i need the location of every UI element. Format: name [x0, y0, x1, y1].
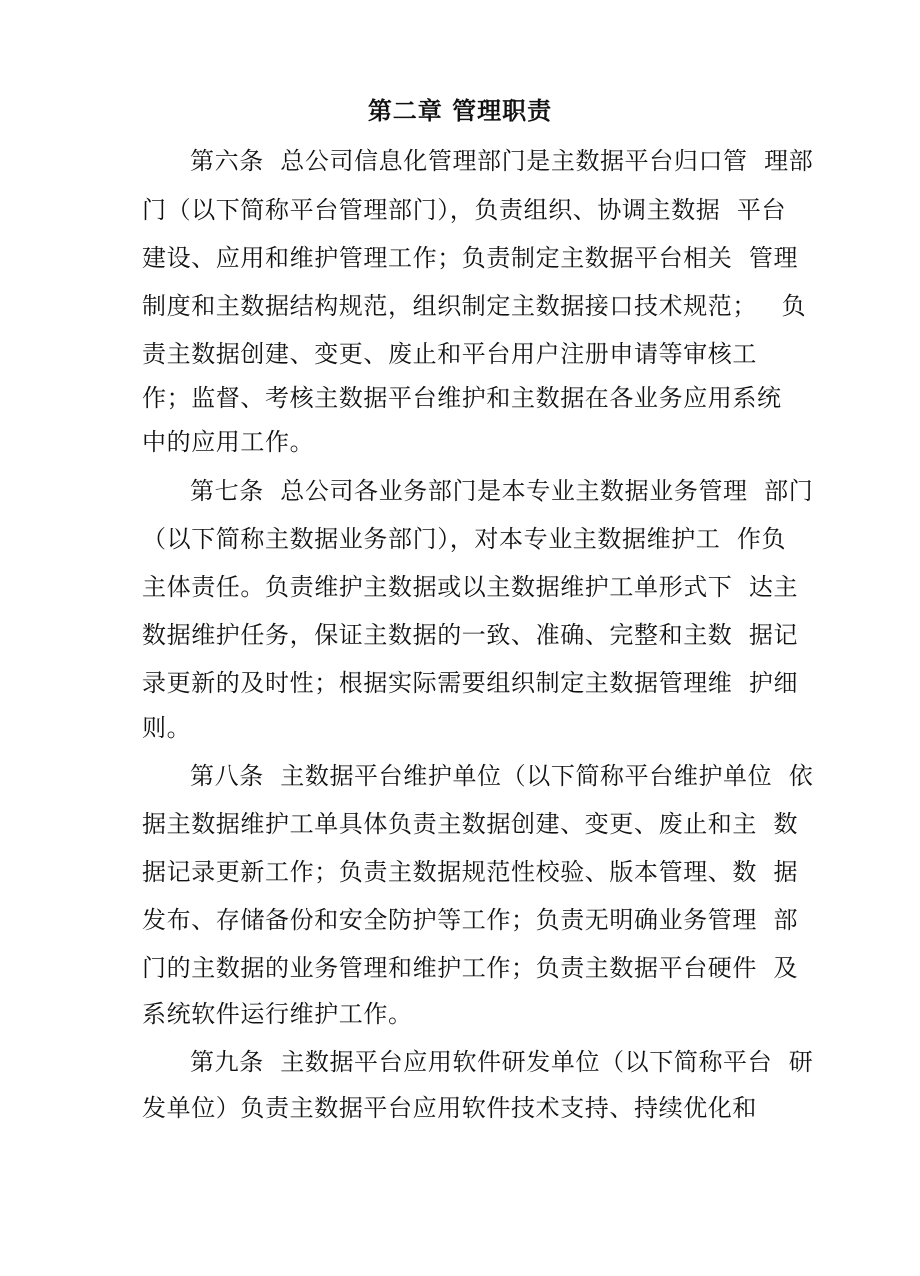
text-line-3: 建设、应用和维护管理工作；负责制定主数据平台相关 管理	[142, 244, 799, 272]
text-line-4: 制度和主数据结构规范，组织制定主数据接口技术规范； 负	[142, 292, 807, 320]
text-line-13: 则。	[142, 714, 192, 742]
text-line-9: （以下简称主数据业务部门），对本专业主数据维护工 作负	[142, 525, 787, 553]
text-line-6: 作；监督、考核主数据平台维护和主数据在各业务应用系统	[142, 384, 782, 412]
text-line-11: 数据维护任务，保证主数据的一致、准确、完整和主数 据记	[142, 621, 799, 649]
text-line-8: 第七条 总公司各业务部门是本专业主数据业务管理 部门	[190, 477, 814, 505]
text-line-20: 第九条 主数据平台应用软件研发单位（以下简称平台 研	[190, 1048, 814, 1076]
text-line-17: 发布、存储备份和安全防护等工作；负责无明确业务管理 部	[142, 906, 799, 934]
text-line-7: 中的应用工作。	[142, 428, 315, 456]
text-line-10: 主体责任。负责维护主数据或以主数据维护工单形式下 达主	[142, 573, 799, 601]
text-line-21: 发单位）负责主数据平台应用软件技术支持、持续优化和	[142, 1094, 757, 1122]
text-line-1: 第六条 总公司信息化管理部门是主数据平台归口管 理部	[190, 147, 814, 175]
text-line-5: 责主数据创建、变更、废止和平台用户注册申请等审核工	[142, 340, 757, 368]
text-line-2: 门（以下简称平台管理部门），负责组织、协调主数据 平台	[142, 196, 787, 224]
text-line-12: 录更新的及时性；根据实际需要组织制定主数据管理维 护细	[142, 669, 799, 697]
text-line-14: 第八条 主数据平台维护单位（以下简称平台维护单位 依	[190, 762, 814, 790]
text-line-15: 据主数据维护工单具体负责主数据创建、变更、废止和主 数	[142, 810, 799, 838]
text-line-19: 系统软件运行维护工作。	[142, 1000, 413, 1028]
text-line-16: 据记录更新工作；负责主数据规范性校验、版本管理、数 据	[142, 858, 799, 886]
chapter-title: 第二章 管理职责	[367, 96, 553, 125]
text-line-18: 门的主数据的业务管理和维护工作；负责主数据平台硬件 及	[142, 954, 799, 982]
